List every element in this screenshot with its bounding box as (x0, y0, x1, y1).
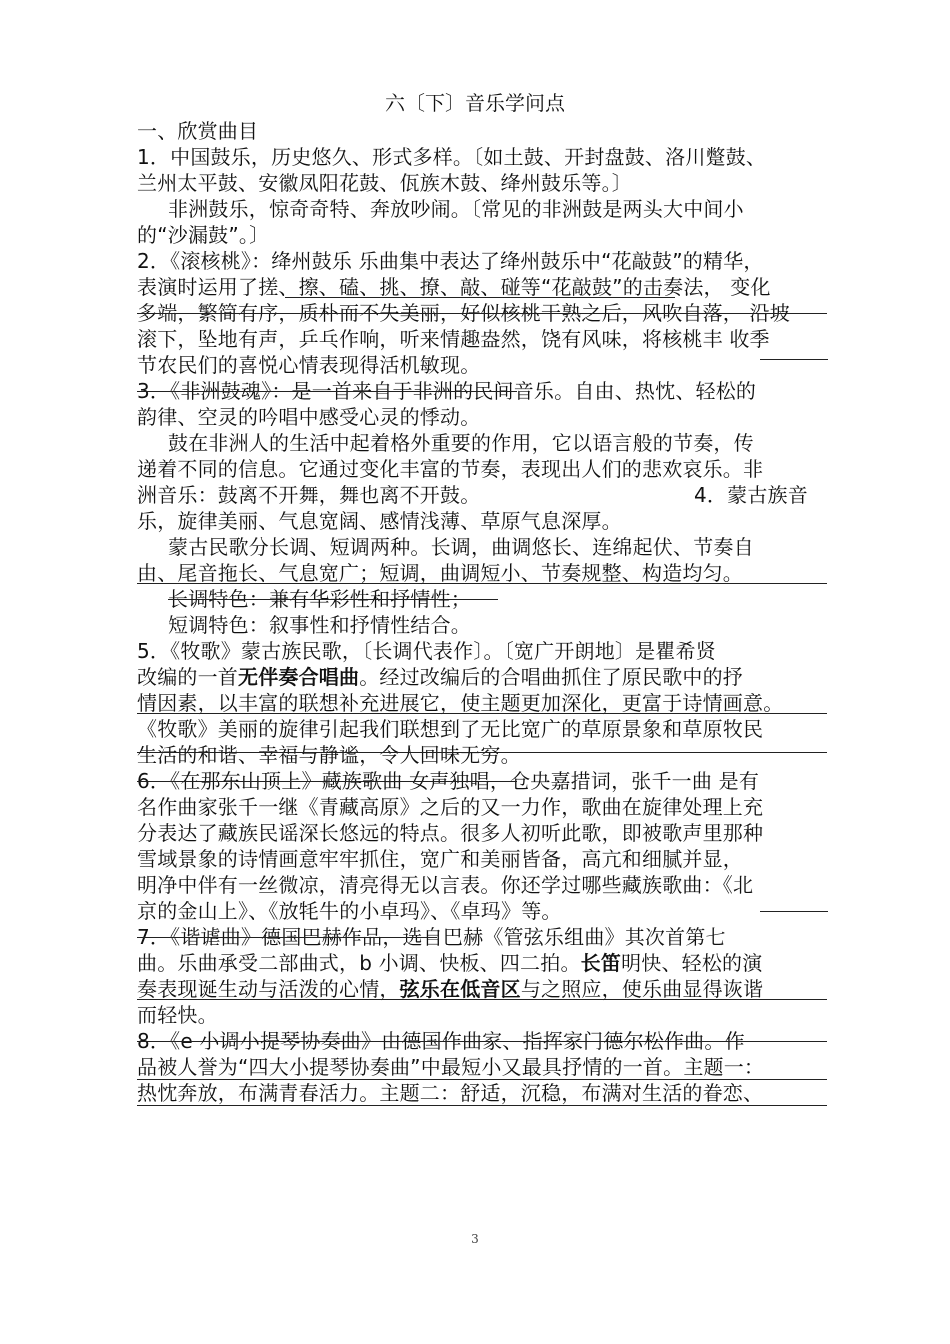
text-line: 5．《牧歌》蒙古族民歌，〔长调代表作〕。〔宽广开朗地〕是瞿希贤 (137, 639, 716, 663)
text-line: 非洲鼓乐，惊奇奇特、奔放吵闹。〔常见的非洲鼓是两头大中间小 (168, 197, 744, 221)
text-line: 递着不同的信息。它通过变化丰富的节奏，表现出人们的悲欢哀乐。非 (137, 457, 764, 481)
text-line: 明净中伴有一丝微凉，清亮得无以言表。你还学过哪些藏族歌曲：《北 (137, 873, 754, 897)
text-run: 曲。乐曲承受二部曲式，b 小调、快板、四二拍。 (137, 951, 581, 975)
underline-mark (137, 1079, 827, 1080)
strike-mark (137, 781, 517, 782)
text-line: 鼓在非洲人的生活中起着格外重要的作用，它以语言般的节奏，传 (168, 431, 754, 455)
underline-mark (137, 999, 827, 1000)
text-line (137, 950, 762, 976)
text-line: 4．蒙古族音 (694, 483, 808, 507)
underline-mark (137, 752, 827, 753)
text-line: 6．《在那东山顶上》藏族歌曲 女声独唱，仓央嘉措词，张千一曲 是有 (137, 769, 760, 793)
text-line: 名作曲家张千一继《青藏高原》之后的又一力作，歌曲在旋律处理上充 (137, 795, 764, 819)
text-line: 的“沙漏鼓”。〕 (137, 223, 270, 247)
text-line: 1．中国鼓乐，历史悠久、形式多样。〔如土鼓、开封盘鼓、洛川蹩鼓、 (137, 145, 767, 169)
underline-mark (137, 713, 827, 714)
text-run: 。经过改编后的合唱曲抓住了原民歌中的抒 (359, 665, 744, 689)
text-line: 蒙古民歌分长调、短调两种。长调，曲调悠长、连绵起伏、节奏自 (168, 535, 754, 559)
text-line: 洲音乐：鼓离不开舞，舞也离不开鼓。 (137, 483, 481, 507)
text-line: 品被人誉为“四大小提琴协奏曲”中最短小又最具抒情的一首。主题一： (137, 1055, 765, 1079)
text-run: 与之照应，使乐曲显得诙谐 (520, 977, 764, 1001)
underline-mark (168, 599, 498, 600)
text-line: 8．《e 小调小提琴协奏曲》由德国作曲家、指挥家门德尔松作曲。作 (137, 1029, 745, 1053)
text-line: 生活的和谐、幸福与静谧，令人回味无穷。 (137, 743, 521, 767)
underline-mark (137, 1105, 827, 1106)
bold-term: 长笛 (580, 951, 622, 975)
underline-mark (285, 297, 675, 298)
text-line: 兰州太平鼓、安徽凤阳花鼓、佤族木鼓、绛州鼓乐等。〕 (137, 171, 632, 195)
bold-term: 弦乐在低音区 (399, 977, 521, 1001)
text-line: 表演时运用了搓、擦、磕、挑、撩、敲、碰等“花敲鼓”的击奏法， 变化 (137, 275, 771, 299)
text-line: 2．《滚核桃》：绛州鼓乐 乐曲集中表达了绛州鼓乐中“花敲鼓”的精华， (137, 249, 764, 273)
bold-term: 无伴奏合唱曲 (238, 665, 360, 689)
text-line: 滚下，坠地有声，乒乓作响，听来情趣盎然，饶有风味，将核桃丰 收季 (137, 327, 770, 351)
strike-mark (137, 313, 827, 314)
text-line: 雪域景象的诗情画意牢牢抓住，宽广和美丽皆备，高亢和细腻并显， (137, 847, 743, 871)
text-line: 分表达了藏族民谣深长悠远的特点。很多人初听此歌，即被歌声里那种 (137, 821, 764, 845)
text-line: 短调特色：叙事性和抒情性结合。 (168, 613, 471, 637)
text-run: 奏表现诞生动与活泼的心情， (137, 977, 400, 1001)
underline-mark (760, 359, 828, 360)
strike-mark (137, 937, 437, 938)
text-line: 而轻快。 (137, 1003, 218, 1027)
text-line: 节农民们的喜悦心情表现得活机敏现。 (137, 353, 481, 377)
strike-mark (137, 1041, 827, 1042)
text-line: 多端，繁简有序，质朴而不失美丽，好似核桃干熟之后，风吹自落， 沿坡 (137, 301, 790, 325)
section-heading: 一、欣赏曲目 (137, 119, 259, 143)
text-line: 乐，旋律美丽、气息宽阔、感情浅薄、草原气息深厚。 (137, 509, 622, 533)
underline-mark (760, 911, 828, 912)
text-run: 改编的一首 (137, 665, 238, 689)
text-run: 明快、轻松的演 (621, 951, 763, 975)
text-line: 《牧歌》美丽的旋律引起我们联想到了无比宽广的草原景象和草原牧民 (137, 717, 764, 741)
text-line (137, 664, 743, 690)
strike-mark (137, 391, 517, 392)
text-line: 长调特色：兼有华彩性和抒情性； (168, 587, 471, 611)
text-line: 热忱奔放，布满青春活力。主题二：舒适，沉稳，布满对生活的眷恋、 (137, 1081, 764, 1105)
page-number: 3 (471, 1232, 479, 1246)
underline-mark (137, 583, 827, 584)
text-line: 7．《谐谑曲》德国巴赫作品，选自巴赫《管弦乐组曲》其次首第七 (137, 925, 726, 949)
page-title: 六〔下〕音乐学问点 (385, 91, 565, 115)
text-line: 京的金山上》、《放牦牛的小卓玛》、《卓玛》等。 (137, 899, 562, 923)
text-line: 3．《非洲鼓魂》：是一首来自于非洲的民间音乐。自由、热忱、轻松的 (137, 379, 757, 403)
text-line: 由、尾音拖长、气息宽广；短调，曲调短小、节奏规整、构造均匀。 (137, 561, 743, 585)
text-line: 韵律、空灵的吟唱中感受心灵的悸动。 (137, 405, 481, 429)
text-line: 情因素，以丰富的联想补充进展它，使主题更加深化，更富于诗情画意。 (137, 691, 784, 715)
